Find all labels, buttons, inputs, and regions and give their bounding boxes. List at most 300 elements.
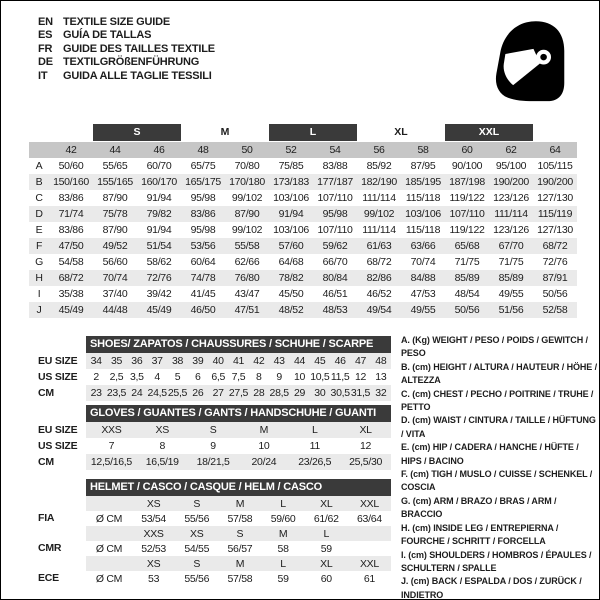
measurement-cell: 71/75: [454, 256, 480, 268]
measurement-cell: 95/98: [322, 208, 348, 220]
shoes-value-cell: 3,5: [129, 371, 144, 383]
shoes-value-cell: 8: [256, 371, 262, 383]
shoes-value-cell: 10: [293, 371, 306, 383]
measurement-cell: 46/50: [190, 304, 216, 316]
helmet-sizes-row-cmr: [86, 526, 391, 541]
size-header-cell: 56: [373, 144, 385, 156]
gloves-value-cell: 9: [210, 440, 216, 452]
title-line: [38, 16, 215, 29]
measurement-cell: 48/52: [278, 304, 304, 316]
measurement-cell: 66/70: [322, 256, 348, 268]
helmet-value-cell: 59/60: [270, 512, 296, 525]
measurement-cell: 68/72: [542, 240, 568, 252]
gloves-row-us-size: [86, 438, 391, 454]
language-code: DE: [38, 56, 53, 69]
measurement-cell: 177/187: [317, 176, 353, 188]
measurement-cell: 35/38: [58, 288, 84, 300]
measurement-cell: 80/84: [322, 272, 348, 284]
helmet-sizes-row-ece: [86, 556, 391, 571]
shoes-table: [86, 336, 391, 401]
title-line: [38, 56, 215, 69]
helmet-size-cell: M: [278, 527, 288, 540]
measurement-cell: 70/80: [234, 160, 260, 172]
shoes-value-cell: 41: [232, 355, 245, 367]
shoes-value-cell: 27,5: [228, 387, 249, 399]
size-group-s: S: [93, 124, 181, 141]
helmet-value-cell: 52/53: [141, 542, 166, 555]
size-header-cell: 60: [461, 144, 473, 156]
measurement-cell: 65/68: [454, 240, 480, 252]
gloves-value-cell: 10: [258, 440, 270, 452]
gloves-value-cell: 18/21,5: [196, 456, 230, 468]
measurement-cell: 111/114: [362, 192, 396, 204]
helmet-value-cell: 61/62: [313, 512, 339, 525]
measurement-cell: 76/80: [234, 272, 260, 284]
measurement-cell: 190/200: [537, 176, 573, 188]
helmet-value-cell: 53: [148, 572, 160, 585]
diameter-unit-cell: Ø CM: [95, 512, 123, 525]
measurement-cell: 87/90: [102, 224, 128, 236]
gloves-value-cell: 11: [309, 440, 320, 452]
measurement-cell: 75/85: [278, 160, 304, 172]
shoes-row-cm: [86, 385, 391, 401]
ece-label: ECE: [38, 572, 59, 584]
textile-row-a: [29, 158, 577, 174]
legend-item: E. (cm) HIP / CADERA / HANCHE / HÜFTE / HIPS / BACINO: [401, 442, 579, 466]
measurement-cell: 57/60: [278, 240, 304, 252]
shoes-value-cell: 32: [375, 387, 387, 399]
textile-row-h: [29, 270, 577, 286]
measurement-cell: 103/106: [273, 224, 309, 236]
helmet-value-cell: 58: [277, 542, 289, 555]
helmet-size-cell: XXL: [359, 497, 379, 510]
language-code: FR: [38, 42, 53, 55]
measurement-cell: 187/198: [449, 176, 485, 188]
gloves-table: [86, 405, 391, 470]
measurement-cell: 50/60: [58, 160, 84, 172]
shoes-value-cell: 13: [375, 371, 387, 383]
measurement-cell: 47/50: [58, 240, 84, 252]
shoes-value-cell: 47: [354, 355, 367, 367]
helmet-value-cell: 54/55: [184, 542, 210, 555]
measurement-cell: 103/106: [405, 208, 441, 220]
helmet-values-row-fia: [86, 511, 391, 526]
measurement-cell: 165/175: [185, 176, 221, 188]
measurement-cell: 74/78: [190, 272, 216, 284]
measurement-cell: 56/60: [102, 256, 128, 268]
measurement-cell: 71/75: [498, 256, 524, 268]
measurement-cell: 182/190: [361, 176, 397, 188]
gloves-value-cell: XXS: [101, 424, 122, 436]
measurement-cell: 160/170: [141, 176, 177, 188]
measurement-cell: 47/53: [410, 288, 436, 300]
helmet-value-cell: 57/58: [227, 572, 253, 585]
legend-item: C. (cm) CHEST / PECHO / POITRINE / TRUHE / PETTO: [401, 388, 594, 413]
shoes-value-cell: 38: [171, 355, 184, 367]
size-header-cell: 54: [329, 144, 341, 156]
gloves-value-cell: M: [259, 424, 269, 436]
measurement-cell: 150/160: [53, 176, 89, 188]
shoes-value-cell: 2,5: [109, 371, 124, 383]
measurement-cell: 127/130: [537, 192, 573, 204]
measurement-cell: 115/119: [537, 208, 573, 220]
size-group-xl: XL: [394, 126, 408, 138]
helmet-size-cell: XXS: [143, 527, 164, 540]
legend-item: B. (cm) HEIGHT / ALTURA / HAUTEUR / HÖHE / ALTEZZA: [401, 361, 597, 386]
shoes-value-cell: 24,5: [147, 387, 167, 399]
helmet-value-cell: 55/56: [184, 512, 210, 525]
shoes-value-cell: 9: [276, 371, 282, 383]
size-header-cell: 58: [417, 144, 429, 156]
size-header-cell: 42: [65, 144, 77, 156]
measurement-cell: 83/86: [190, 208, 216, 220]
shoes-value-cell: 23: [90, 387, 102, 399]
shoes-row-eu-size: [86, 353, 391, 369]
shoes-value-cell: 6,5: [211, 371, 226, 383]
measurement-cell: 63/66: [410, 240, 436, 252]
size-header-cell: 64: [549, 144, 561, 156]
shoes-value-cell: 10,5: [310, 371, 330, 383]
helmet-value-cell: 59: [277, 572, 289, 585]
shoes-value-cell: 2: [93, 371, 99, 383]
helmet-value-cell: 63/64: [357, 512, 382, 525]
measurement-cell: 53/56: [190, 240, 216, 252]
shoes-value-cell: 37: [151, 355, 163, 367]
measurement-cell: 78/82: [278, 272, 304, 284]
measurement-cell: 46/52: [366, 288, 392, 300]
measurement-cell: 123/126: [493, 192, 529, 204]
helmet-table-body: [86, 496, 391, 586]
measurement-cell: 99/102: [231, 192, 263, 204]
measurement-cell: 95/100: [495, 160, 527, 172]
shoes-table-body: [86, 353, 391, 401]
gloves-value-cell: 23/26,5: [298, 456, 332, 468]
helmet-table: [86, 479, 391, 586]
helmet-value-cell: 57/58: [227, 512, 253, 525]
row-letter: A: [35, 160, 43, 172]
textile-row-c: [29, 190, 577, 206]
measurement-cell: 87/91: [542, 272, 568, 284]
language-code: IT: [38, 69, 48, 82]
measurement-cell: 68/72: [366, 256, 392, 268]
measurement-cell: 67/70: [498, 240, 524, 252]
measurement-cell: 54/58: [58, 256, 84, 268]
measurement-cell: 48/53: [322, 304, 348, 316]
language-title-block: [38, 16, 215, 83]
gloves-value-cell: 16,5/19: [145, 456, 179, 468]
helmet-size-cell: S: [193, 497, 201, 510]
helmet-value-cell: 55/56: [184, 572, 210, 585]
legend-item: I. (cm) SHOULDERS / HOMBROS / ÉPAULES / SCHULTERN / SPALLE: [401, 549, 592, 573]
legend-item: D. (cm) WAIST / CINTURA / TAILLE / HÜFTUNG / VITA: [401, 415, 596, 439]
measurement-cell: 71/74: [58, 208, 84, 220]
measurement-cell: 127/130: [537, 224, 573, 236]
diameter-unit-cell: Ø CM: [95, 542, 123, 555]
size-header-cell: 62: [505, 144, 517, 156]
shoes-value-cell: 45: [314, 355, 326, 367]
measurement-cell: 50/56: [542, 288, 568, 300]
helmet-size-cell: M: [235, 557, 245, 570]
textile-row-e: [29, 222, 577, 238]
measurement-cell: 107/110: [317, 192, 353, 204]
row-letter: D: [35, 208, 43, 220]
shoes-value-cell: 6: [195, 371, 201, 383]
helmet-size-cell: M: [235, 497, 245, 510]
measurement-cell: 47/51: [234, 304, 260, 316]
measurement-cell: 83/86: [58, 224, 84, 236]
shoes-value-cell: 31,5: [350, 387, 371, 399]
textile-size-header-row: [29, 142, 577, 158]
measurement-cell: 173/183: [273, 176, 309, 188]
shoes-value-cell: 28: [253, 387, 265, 399]
measurement-cell: 72/76: [146, 272, 172, 284]
diameter-unit-cell: Ø CM: [95, 572, 123, 585]
guide-title: TEXTILE SIZE GUIDE: [63, 16, 171, 28]
shoes-value-cell: 36: [131, 355, 143, 367]
measurement-cell: 45/49: [58, 304, 84, 316]
shoes-eu-size-label: EU SIZE: [38, 355, 78, 367]
measurement-cell: 119/122: [449, 224, 485, 236]
size-header-cell: 46: [153, 144, 165, 156]
legend-item: A. (Kg) WEIGHT / PESO / POIDS / GEWITCH / PESO: [401, 335, 588, 359]
measurement-cell: 190/200: [493, 176, 529, 188]
measurement-cell: 103/106: [273, 192, 309, 204]
row-letter: B: [35, 176, 43, 188]
title-line: [38, 43, 215, 56]
row-letter: F: [35, 240, 43, 252]
textile-size-table: [29, 123, 577, 318]
helmet-size-cell: XS: [146, 497, 161, 510]
gloves-us-size-label: US SIZE: [38, 440, 78, 452]
fia-label: FIA: [38, 512, 55, 524]
helmet-size-cell: XL: [320, 557, 333, 570]
size-header-cell: 52: [285, 144, 297, 156]
gloves-value-cell: 8: [159, 440, 166, 452]
shoes-value-cell: 24: [131, 387, 143, 399]
measurement-cell: 51/56: [498, 304, 524, 316]
language-code: EN: [38, 16, 53, 28]
measurement-cell: 58/62: [146, 256, 172, 268]
measurement-cell: 49/52: [102, 240, 128, 252]
shoes-value-cell: 4: [154, 371, 160, 383]
shoes-value-cell: 11,5: [330, 371, 350, 383]
textile-row-j: [29, 302, 577, 318]
helmet-icon: [489, 15, 567, 107]
measurement-cell: 85/92: [366, 160, 392, 172]
measurement-cell: 111/114: [362, 224, 396, 236]
shoes-value-cell: 40: [212, 355, 224, 367]
measurement-cell: 45/50: [278, 288, 304, 300]
legend-item: G. (cm) ARM / BRAZO / BRAS / ARM / BRACCIO: [401, 495, 557, 520]
size-header-cell: 48: [197, 144, 209, 156]
measurement-cell: 99/102: [231, 224, 263, 236]
legend-item: J. (cm) BACK / ESPALDA / DOS / ZURÜCK / INDIETRO: [401, 576, 582, 600]
shoes-cm-label: CM: [38, 387, 54, 399]
shoes-row-us-size: [86, 369, 391, 385]
measurement-cell: 46/51: [322, 288, 348, 300]
row-letter: J: [36, 304, 42, 316]
size-group-xxl: XXL: [445, 124, 533, 141]
gloves-value-cell: XL: [359, 424, 372, 436]
measurement-cell: 70/74: [102, 272, 128, 284]
shoes-value-cell: 7,5: [231, 371, 246, 383]
shoes-value-cell: 48: [375, 355, 387, 367]
measurement-cell: 70/74: [410, 256, 436, 268]
measurement-cell: 90/100: [451, 160, 483, 172]
cmr-label: CMR: [38, 542, 62, 554]
row-letter: H: [35, 272, 43, 284]
measurement-cell: 83/86: [58, 192, 84, 204]
row-letter: G: [35, 256, 43, 268]
measurement-cell: 48/54: [454, 288, 480, 300]
size-group-l: L: [269, 124, 357, 141]
measurement-cell: 49/55: [498, 288, 524, 300]
measurement-cell: 65/75: [190, 160, 216, 172]
guide-title: GUÍA DE TALLAS: [63, 29, 152, 42]
measurement-cell: 43/47: [234, 288, 260, 300]
helmet-size-cell: L: [280, 557, 286, 570]
shoes-value-cell: 39: [192, 355, 204, 367]
measurement-cell: 50/56: [454, 304, 480, 316]
helmet-value-cell: 56/57: [227, 542, 253, 555]
language-code: ES: [38, 29, 53, 42]
gloves-value-cell: XS: [155, 424, 169, 436]
measurement-cell: 64/68: [278, 256, 304, 268]
gloves-value-cell: 25,5/30: [349, 456, 383, 468]
guide-title: GUIDA ALLE TAGLIE TESSILI: [63, 69, 212, 82]
measurement-cell: 87/90: [102, 192, 128, 204]
title-line: [38, 70, 215, 83]
measurement-cell: 170/180: [229, 176, 265, 188]
helmet-values-row-cmr: [86, 541, 391, 556]
gloves-value-cell: L: [311, 424, 318, 436]
gloves-value-cell: 20/24: [251, 456, 277, 468]
measurement-cell: 49/55: [410, 304, 436, 316]
measurement-cell: 79/82: [146, 208, 172, 220]
measurement-cell: 82/86: [366, 272, 392, 284]
measurement-cell: 60/64: [190, 256, 216, 268]
gloves-cm-label: CM: [38, 456, 54, 468]
shoes-table-title: SHOES/ ZAPATOS / CHAUSSURES / SCHUHE / SCARPE: [86, 336, 391, 353]
measurement-cell: 51/54: [146, 240, 172, 252]
measurement-cell: 95/98: [190, 224, 216, 236]
measurement-cell: 55/65: [102, 160, 128, 172]
measurement-cell: 72/76: [542, 256, 568, 268]
measurement-cell: 75/78: [102, 208, 128, 220]
helmet-values-row-ece: [86, 571, 391, 586]
measurement-cell: 45/49: [146, 304, 172, 316]
shoes-value-cell: 44: [293, 355, 306, 367]
measurement-cell: 111/114: [494, 208, 528, 220]
shoes-value-cell: 42: [253, 355, 265, 367]
helmet-size-cell: S: [236, 527, 244, 540]
gloves-eu-size-label: EU SIZE: [38, 424, 78, 436]
row-letter: E: [35, 224, 43, 236]
measurement-cell: 115/118: [405, 224, 441, 236]
guide-title: TEXTILGRÖßENFÜHRUNG: [63, 56, 200, 69]
row-letter: I: [37, 288, 41, 300]
shoes-value-cell: 12: [354, 371, 367, 383]
legend-item: H. (cm) INSIDE LEG / ENTREPIERNA / FOURCHE / SCHRITT / FORCELLA: [401, 522, 559, 547]
helmet-value-cell: 59: [320, 542, 332, 555]
measurement-cell: 155/165: [97, 176, 133, 188]
helmet-size-cell: S: [193, 557, 201, 570]
gloves-row-eu-size: [86, 422, 391, 438]
textile-row-g: [29, 254, 577, 270]
shoes-value-cell: 25,5: [167, 387, 188, 399]
size-header-cell: 44: [109, 144, 121, 156]
shoes-value-cell: 34: [90, 355, 102, 367]
measurement-cell: 87/90: [234, 208, 260, 220]
measurement-cell: 39/42: [146, 288, 172, 300]
legend-item: F. (cm) TIGH / MUSLO / CUISSE / SCHENKEL / COSCIA: [401, 469, 593, 493]
shoes-value-cell: 30,5: [330, 387, 350, 399]
measurement-cell: 44/48: [102, 304, 128, 316]
helmet-size-cell: L: [280, 497, 286, 510]
measurement-cell: 85/89: [498, 272, 524, 284]
measurement-cell: 41/45: [190, 288, 216, 300]
measurement-cell: 52/58: [542, 304, 568, 316]
shoes-value-cell: 27: [212, 387, 224, 399]
measurement-cell: 83/88: [322, 160, 348, 172]
measurement-cell: 95/98: [190, 192, 216, 204]
measurement-cell: 60/70: [146, 160, 172, 172]
helmet-size-cell: XL: [320, 497, 333, 510]
shoes-value-cell: 35: [110, 355, 123, 367]
title-line: [38, 29, 215, 42]
shoes-value-cell: 46: [334, 355, 346, 367]
measurement-cell: 99/102: [363, 208, 395, 220]
measurement-cell: 105/115: [537, 160, 573, 172]
row-letter: C: [35, 192, 43, 204]
measurement-cell: 84/88: [410, 272, 436, 284]
measurement-cell: 107/110: [317, 224, 353, 236]
guide-title: GUIDE DES TAILLES TEXTILE: [63, 42, 215, 55]
textile-group-header-row: [29, 123, 577, 142]
helmet-value-cell: 60: [320, 572, 332, 585]
textile-row-b: [29, 174, 577, 190]
shoes-value-cell: 30: [314, 387, 326, 399]
measurement-cell: 119/122: [449, 192, 485, 204]
shoes-us-size-label: US SIZE: [38, 371, 78, 383]
shoes-value-cell: 29: [293, 387, 306, 399]
shoes-value-cell: 28,5: [269, 387, 289, 399]
gloves-value-cell: 7: [108, 440, 115, 452]
gloves-table-title: GLOVES / GUANTES / GANTS / HANDSCHUHE / GUANTI: [86, 405, 391, 422]
gloves-value-cell: 12: [360, 440, 372, 452]
measurement-cell: 49/54: [366, 304, 392, 316]
textile-row-i: [29, 286, 577, 302]
shoes-value-cell: 23,5: [106, 387, 127, 399]
measurement-cell: 185/195: [405, 176, 441, 188]
measurement-cell: 91/94: [146, 224, 172, 236]
shoes-value-cell: 43: [273, 355, 285, 367]
shoes-value-cell: 5: [174, 371, 181, 383]
textile-row-f: [29, 238, 577, 254]
measurement-cell: 85/89: [454, 272, 480, 284]
helmet-table-title: HELMET / CASCO / CASQUE / HELM / CASCO: [86, 479, 391, 496]
helmet-size-cell: L: [323, 527, 330, 540]
measurement-cell: 59/62: [322, 240, 348, 252]
measurement-cell: 61/63: [366, 240, 392, 252]
helmet-sizes-row-fia: [86, 496, 391, 511]
gloves-value-cell: 12,5/16,5: [90, 456, 132, 468]
measurement-cell: 107/110: [449, 208, 485, 220]
size-group-m: M: [220, 126, 230, 138]
helmet-size-cell: XS: [146, 557, 161, 570]
measurement-cell: 87/95: [410, 160, 436, 172]
helmet-value-cell: 61: [363, 572, 375, 585]
